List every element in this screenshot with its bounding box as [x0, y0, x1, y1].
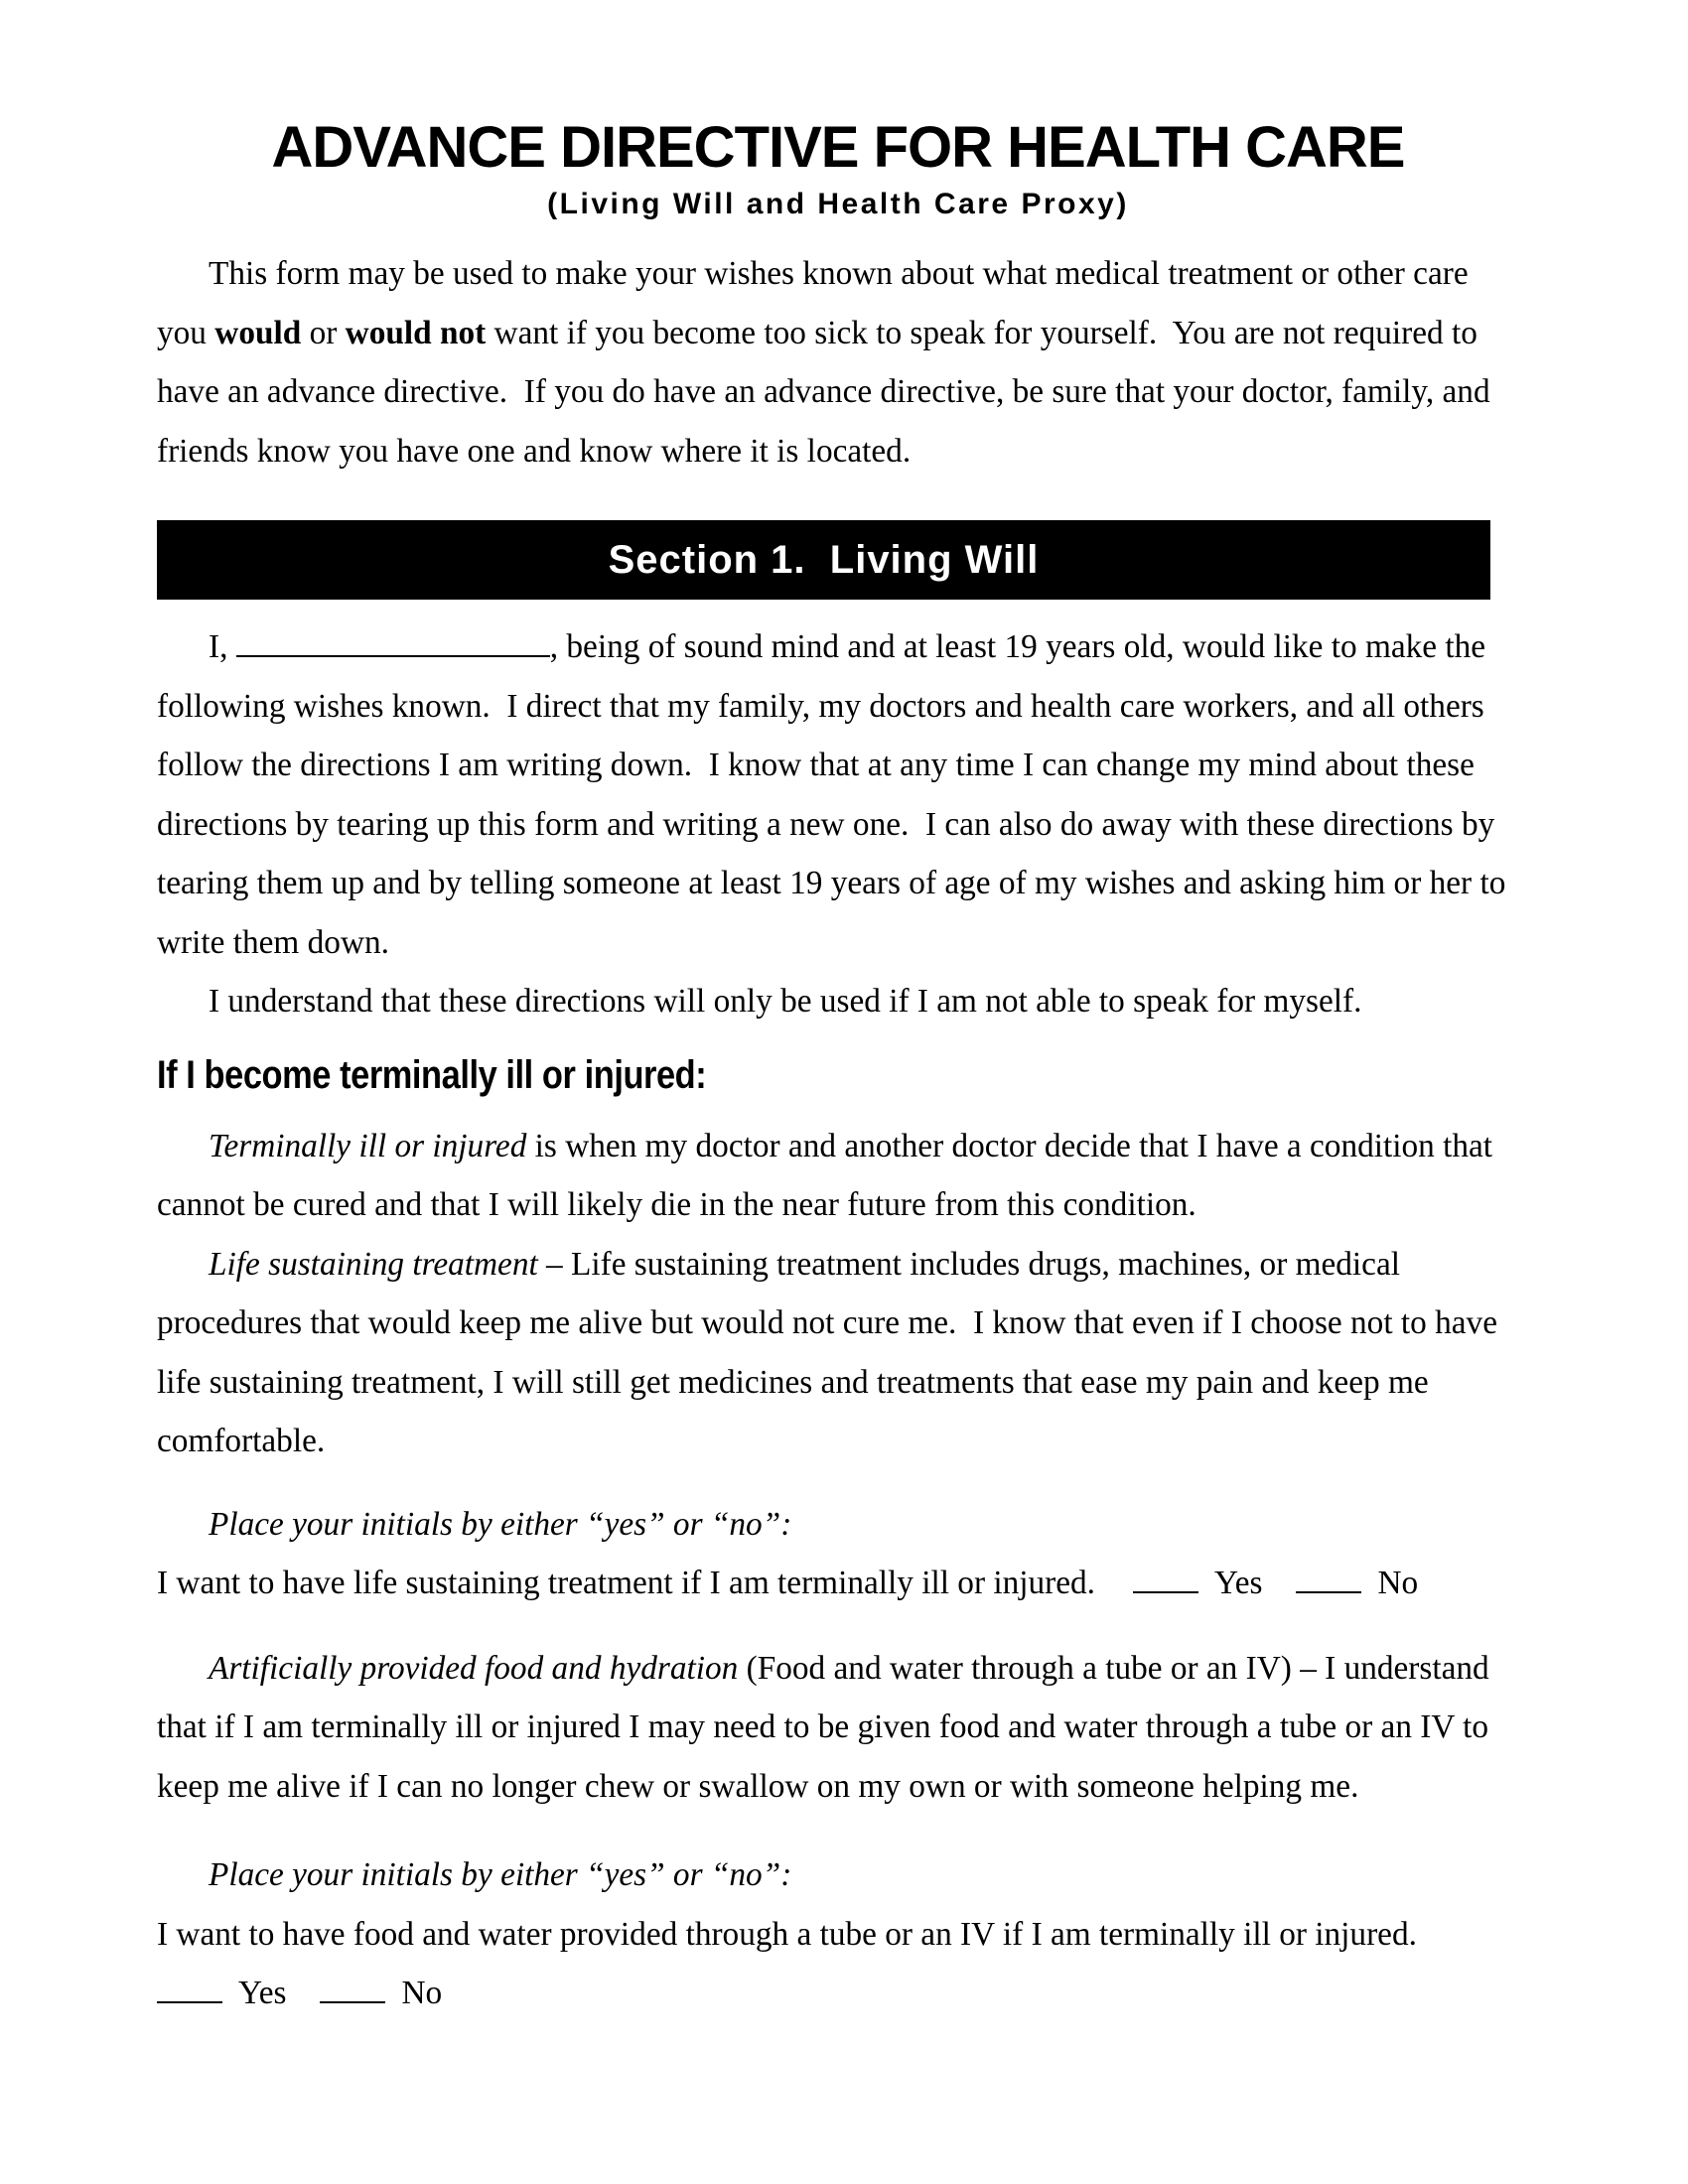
question-2-no-initials-blank[interactable]	[320, 1974, 385, 2003]
section1-header-bar	[157, 520, 1490, 600]
document-content	[157, 117, 1519, 2023]
life-sustaining-definition-paragraph	[157, 1235, 1519, 1471]
question-2-no-label: No	[401, 1975, 443, 2011]
declaration-body-text: , being of sound mind and at least 19 years old, would like to make the following wishes known. I direct that my family, my doctors and health care workers, and all others follow the directions I am writing down. I know that at any time I can change my mind about these directions by tearing up this form and writing a new one. I can also do away with these directions by tearing them up and by telling someone at least 19 years of age of my wishes and asking him or her to write them down.	[157, 628, 1514, 961]
question-2-line: I want to have food and water provided through a tube or an IV if I am terminally ill or injured.	[157, 1915, 1417, 1953]
terminally-ill-heading: If I become terminally ill or injured:	[157, 1052, 707, 1097]
intro-bold-would-not: would not	[345, 314, 487, 351]
question-2-answers-line	[157, 1964, 1519, 2023]
life-sustaining-term: Life sustaining treatment	[209, 1245, 538, 1283]
question-2-yes-initials-blank[interactable]	[157, 1974, 222, 2003]
question-1-yes-initials-blank[interactable]	[1133, 1564, 1198, 1593]
intro-text-segment: want if you become too sick to speak for yourself. You are not required to have an advance directive. If you do have an advance directive, be sure that your doctor, family, and friends know you have one and know where it is located.	[157, 314, 1498, 470]
intro-paragraph	[157, 244, 1519, 480]
question-1-line	[157, 1554, 1519, 1613]
intro-bold-would: would	[214, 314, 302, 351]
terminally-ill-definition-text: is when my doctor and another doctor decide that I have a condition that cannot be cured and that I will likely die in the near future from this condition.	[157, 1127, 1501, 1223]
intro-text-segment: This form may be used to make your wishes known about what medical treatment or other care you	[157, 255, 1477, 351]
question-1-no-initials-blank[interactable]	[1296, 1564, 1361, 1593]
life-sustaining-definition-text: – Life sustaining treatment includes drugs, machines, or medical procedures that would keep me alive but would not cure me. I know that even if I choose not to have life sustaining treatment, I will still get medicines and treatments that ease my pain and keep me comfortable.	[157, 1245, 1506, 1459]
initials-instruction-1: Place your initials by either “yes” or “no”:	[209, 1505, 792, 1543]
artificial-food-paragraph	[157, 1639, 1519, 1817]
document-subtitle: (Living Will and Health Care Proxy)	[547, 188, 1129, 220]
declarant-name-blank[interactable]	[236, 627, 550, 657]
question-1-yes-label: Yes	[1214, 1565, 1263, 1601]
question-1-no-label: No	[1377, 1565, 1419, 1601]
understanding-paragraph: I understand that these directions will only be used if I am not able to speak for myself.	[209, 983, 1362, 1020]
declaration-paragraph	[157, 617, 1519, 972]
document-title: ADVANCE DIRECTIVE FOR HEALTH CARE	[271, 115, 1405, 180]
intro-text-segment: or	[301, 314, 346, 351]
artificial-food-text: (Food and water through a tube or an IV) – I understand that if I am terminally ill or injured I may need to be given food and water through a tube or an IV to keep me alive if I can no longer chew or swallow on my own or with someone helping me.	[157, 1649, 1498, 1805]
artificial-food-term: Artificially provided food and hydration	[209, 1649, 739, 1687]
question-1-text: I want to have life sustaining treatment if I am terminally ill or injured.	[157, 1565, 1095, 1601]
section1-header-label: Section 1. Living Will	[608, 537, 1040, 582]
terminally-ill-definition-paragraph	[157, 1117, 1519, 1235]
declaration-lead-text: I,	[209, 628, 236, 665]
question-2-yes-label: Yes	[238, 1975, 287, 2011]
initials-instruction-2: Place your initials by either “yes” or “no”:	[209, 1856, 792, 1893]
terminally-ill-term: Terminally ill or injured	[209, 1127, 527, 1164]
